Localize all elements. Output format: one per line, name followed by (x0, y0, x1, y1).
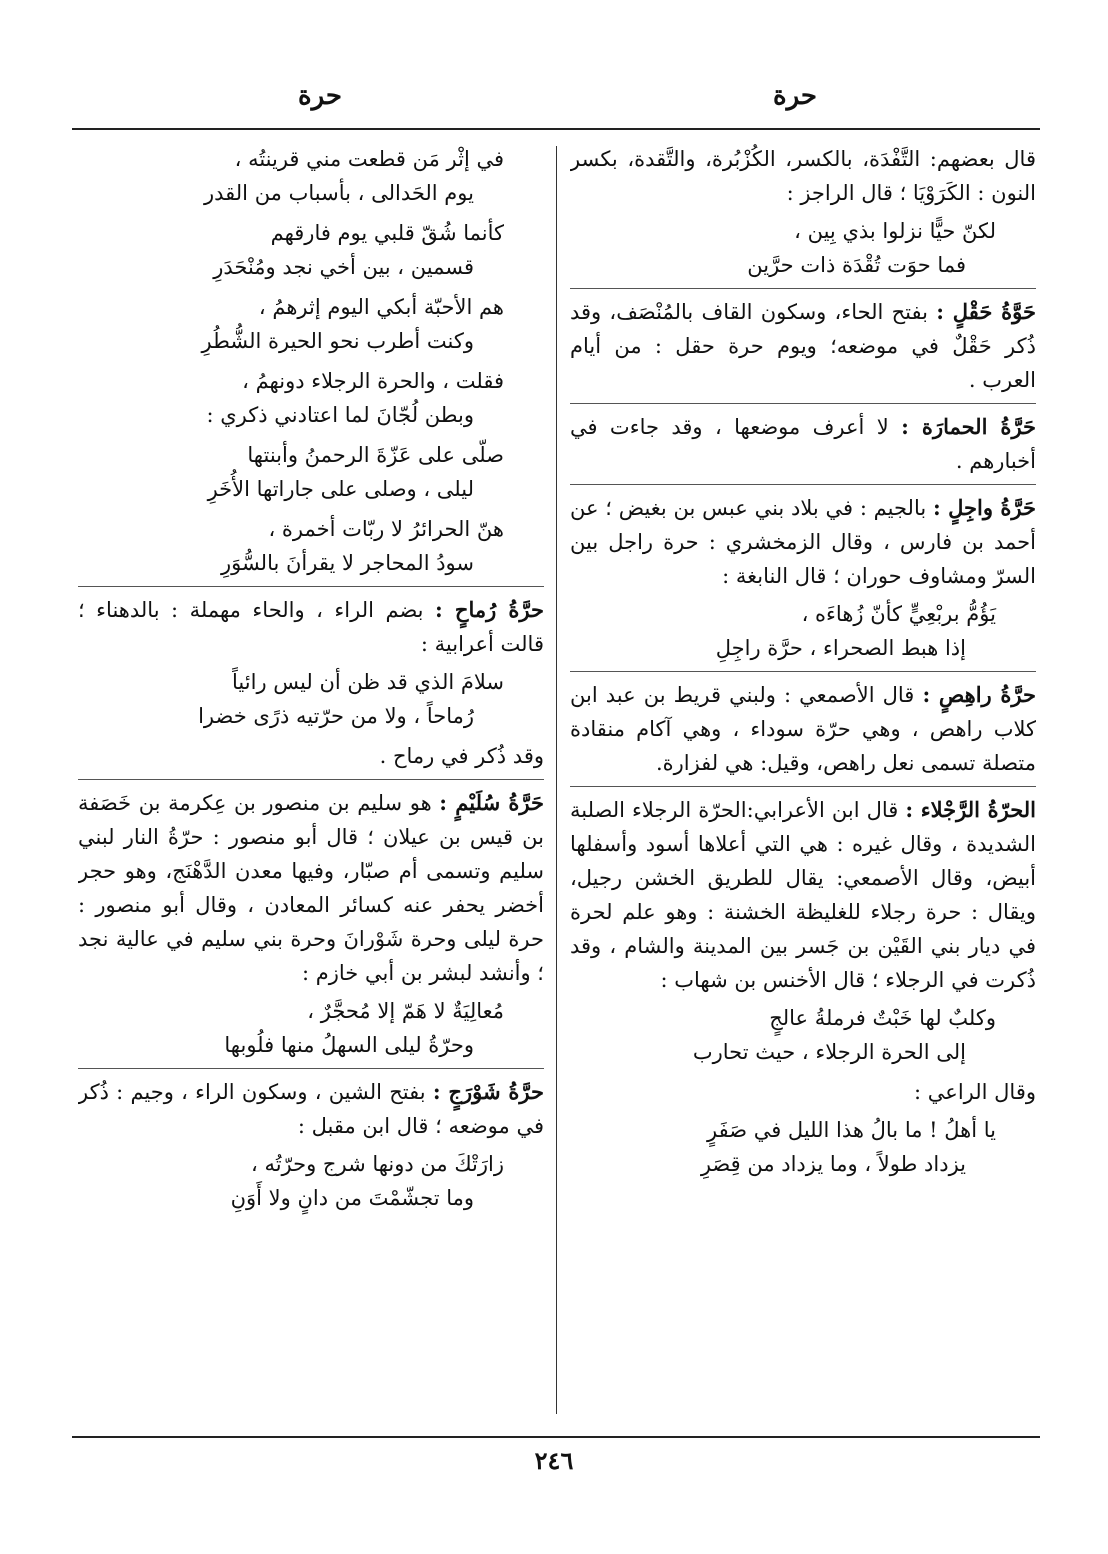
verse (78, 994, 544, 1062)
verse-line: يا أهلُ ! ما بالُ هذا الليل في صَفَرٍ (707, 1118, 996, 1142)
verse-line: وحرّةُ ليلى السهلُ منها فلُوبها (224, 1033, 474, 1057)
entry-text: بفتح الشين ، وسكون الراء ، وجيم : ذُكر في موضعه ؛ قال ابن مقبل : (78, 1080, 544, 1138)
entry (570, 793, 1036, 997)
entry-text: بالجيم : في بلاد بني عبس بن بغيض ؛ عن أحمد بن فارس ، وقال الزمخشري : حرة راجل بين السرّ ومشاوف حوران ؛ قال النابغة : (570, 496, 1036, 588)
verse (570, 1113, 1036, 1181)
verse-line: زارَتْكَ من دونها شرج وحرّتُه ، (250, 1152, 504, 1176)
entry-headword: حَوَّةُ حَقْلٍ : (936, 299, 1036, 324)
entry-text: قال الأصمعي : ولبني قريط بن عبد ابن كلاب راهص ، وهي حرّة سوداء ، وهي آكام منقادة متصلة تسمى نعل راهص، وقيل: هي لفزارة. (570, 683, 1036, 775)
intro-text: قال بعضهم: التَّفْدَة، بالكسر، الكُزْبُرة، والتَّقدة، بكسر النون : الكَرَوْيَا ؛ قال الراجز : (570, 147, 1036, 205)
entry-headword: حَرَّةُ واجِلٍ : (932, 495, 1036, 520)
column-divider (556, 146, 557, 1414)
page-number: ٢٤٦ (534, 1446, 574, 1475)
verse-line: وكنت أطرب نحو الحيرة الشُّطُرِ (201, 329, 474, 353)
entry-divider (570, 671, 1036, 672)
entry-divider (570, 288, 1036, 289)
entry-headword: حرَّةُ رُماحٍ : (435, 597, 544, 622)
bottom-rule (72, 1436, 1040, 1438)
entry (570, 410, 1036, 478)
verse-line: يَؤُمُّ بربْعِيٍّ كأنّ زُهاءَه ، (801, 602, 996, 626)
header-left-title: حرة (297, 81, 343, 111)
verse-line: سودُ المحاجر لا يقرأنَ بالسُّوَرِ (220, 551, 474, 575)
right-column (570, 138, 1036, 1413)
header-right-title: حرة (772, 81, 818, 111)
entry (78, 786, 544, 990)
entry-text: وقال الراعي : (914, 1080, 1036, 1104)
verse-line: في إثْر مَن قطعت مني قرينتُه ، (234, 147, 504, 171)
entry-divider (78, 779, 544, 780)
entry (78, 1075, 544, 1143)
entry-divider (570, 786, 1036, 787)
verse-line: فقلت ، والحرة الرجلاء دونهمُ ، (242, 369, 504, 393)
verse (78, 665, 544, 733)
entry-text: بفتح الحاء، وسكون القاف بالمُنْصَف، وقد ذُكر حَقْلٌ في موضعه؛ ويوم حرة حقل : من أيام العرب . (570, 300, 1036, 392)
entry-headword: حرَّةُ راهِصٍ : (922, 682, 1036, 707)
verse-line: هم الأحبّة أبكي اليوم إثرهمُ ، (258, 295, 504, 319)
right-intro (570, 142, 1036, 210)
verse-line: كأنما شُقّ قلبي يوم فارقهم (270, 221, 504, 245)
verse-line: لكنّ حيًّا نزلوا بذي بِين ، (794, 219, 996, 243)
entry-text: وقد ذُكر في رماح . (379, 744, 544, 768)
verse-line: فما حوَت تُقْدَة ذات حرَّين (747, 253, 966, 277)
verse (570, 1001, 1036, 1069)
verse-line: يوم الحَدالى ، بأسباب من القدر (204, 181, 474, 205)
entry-headword: حَرَّةُ الحمارَة : (901, 414, 1036, 439)
verse-line: وما تجشّمْتَ من دانٍ ولا أَوَنِ (230, 1186, 474, 1210)
verse-line: إلى الحرة الرجلاء ، حيث تحارب (692, 1040, 966, 1064)
left-column (78, 138, 544, 1413)
entry-divider (78, 586, 544, 587)
verse-line: قسمين ، بين أخي نجد ومُنْحَدَرِ (213, 255, 474, 279)
verse-line: يزداد طولاً ، وما يزداد من قِصَرِ (700, 1152, 966, 1176)
entry-text: هو سليم بن منصور بن عِكرمة بن خَصَفة بن قيس بن عيلان ؛ قال أبو منصور : حرّةُ النار لبني سليم وتسمى أم صبّار، وفيها معدن الدَّهْنَج، وهو حجر أخضر يحفر عنه كسائر المعادن ، وقال أبو منصور : حرة ليلى وحرة شَوْرانَ وحرة بني سليم في عالية نجد ؛ وأنشد لبشر بن أبي خازم : (78, 791, 544, 985)
verse (78, 216, 544, 284)
entry-headword: الحرّةُ الرَّجْلاء : (905, 797, 1036, 822)
entry-text: قال ابن الأعرابي:الحرّة الرجلاء الصلبة الشديدة ، وقال غيره : هي التي أعلاها أسود وأسفلها أبيض، وقال الأصمعي: يقال للطريق الخشن رجيل، ويقال : حرة رجلاء للغليظة الخشنة : وهو علم لحرة في ديار بني القَيْن بن جَسر بين المدينة والشام ، وقد ذُكرت في الرجلاء ؛ قال الأخنس بن شهاب : (570, 798, 1036, 992)
entry-divider (570, 484, 1036, 485)
entry-divider (78, 1068, 544, 1069)
entry-text: لا أعرف موضعها ، وقد جاءت في أخبارهم . (570, 415, 1036, 473)
verse-line: إذا هبط الصحراء ، حرَّة راجِلِ (715, 636, 966, 660)
verse (78, 1147, 544, 1215)
verse-line: سلامَ الذي قد ظن أن ليس رائياً (232, 670, 504, 694)
verse (78, 438, 544, 506)
verse-line: صلّى على عَزّةَ الرحمنُ وأبنتها (247, 443, 504, 467)
verse-line: وبطن لُجّانَ لما اعتادني ذكري : (206, 403, 474, 427)
entry (78, 593, 544, 661)
verse (570, 597, 1036, 665)
verse-line: هنّ الحرائرُ لا ربّات أخمرة ، (268, 517, 504, 541)
verse (78, 290, 544, 358)
entry (570, 295, 1036, 397)
entry (570, 491, 1036, 593)
entry-text: بضم الراء ، والحاء مهملة : بالدهناء ؛ قالت أعرابية : (78, 598, 544, 656)
entry (78, 739, 544, 773)
entry (570, 678, 1036, 780)
verse (78, 364, 544, 432)
entry (570, 1075, 1036, 1109)
verse-line: ليلى ، وصلى على جاراتها الأُخَرِ (207, 477, 474, 501)
top-rule (72, 128, 1040, 130)
verse (570, 214, 1036, 282)
verse-line: وكلبٌ لها خَبْتٌ فرملةُ عالجٍ (769, 1006, 996, 1030)
entry-divider (570, 403, 1036, 404)
verse-line: رُماحاً ، ولا من حرّتيه ذرًى خضرا (198, 704, 474, 728)
entry-headword: حَرَّةُ سُلَيْمٍ : (439, 790, 544, 815)
verse (78, 512, 544, 580)
entry-headword: حرَّةُ شَوْرَجٍ : (432, 1079, 544, 1104)
verse (78, 142, 544, 210)
verse-line: مُعالِيَةٌ لا هَمّ إلا مُحجَّرٌ ، (307, 999, 504, 1023)
